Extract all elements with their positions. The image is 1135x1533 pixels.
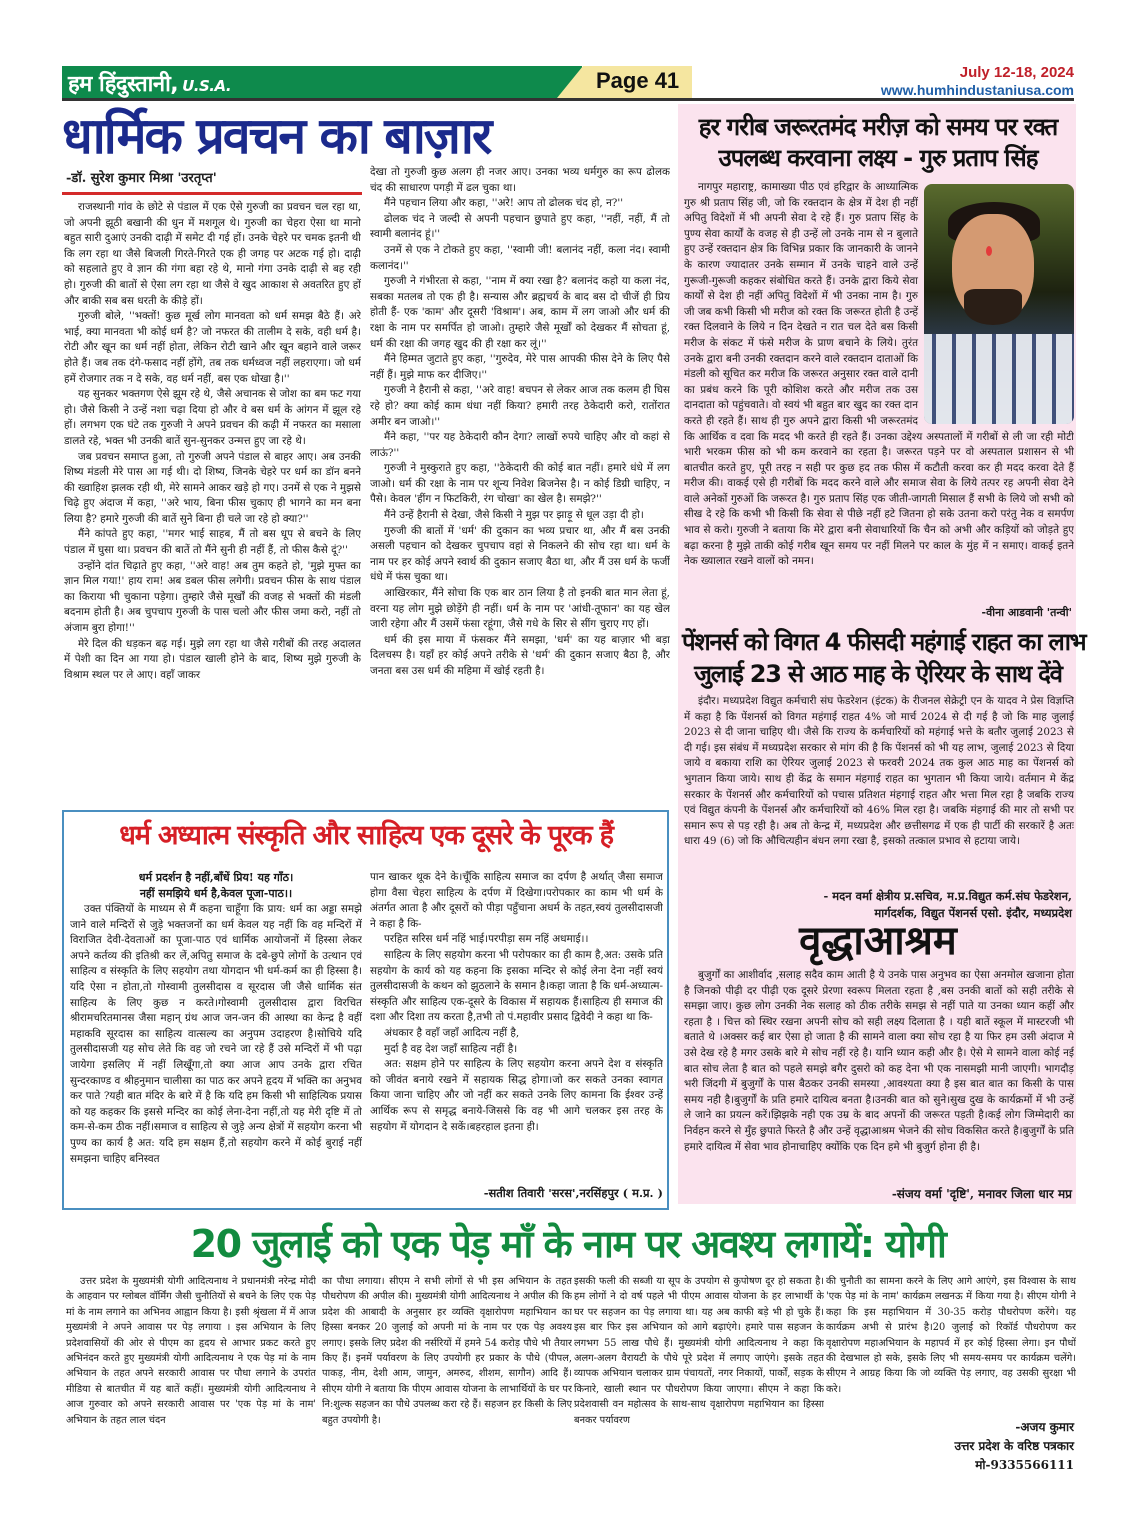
paragraph: धर्म की इस माया में फंसकर मैंने समझा, 'धर्म' का यह बाज़ार भी बड़ा दिलचस्प है। यहाँ हर कोई अपने तरीके से 'धर्म' की दुकान सजाए बैठा है, और जनता बस उस धर्म की महिमा में खोई रहती है। — [370, 633, 670, 677]
article-pension-title — [682, 626, 1086, 690]
website-link[interactable]: www.humhindustaniusa.com — [880, 82, 1074, 98]
article-blood-body — [684, 180, 1074, 585]
article-blood-signature: -वीना आडवानी 'तन्वी' — [981, 606, 1072, 619]
paragraph: मैंने कांपते हुए कहा, ''मगर भाई साहब, मैं तो बस धूप से बचने के लिए पंडाल में घुसा था। प्रवचन की बातें तो मैंने सुनी ही नहीं हैं, तो फीस कैसे दूं?'' — [64, 528, 361, 557]
verse-line: मुर्दा है वह देश जहाँ साहित्य नहीं है। — [384, 1042, 518, 1055]
signature-line-2: मार्गदर्शक, विद्युत पेंशनर्स एसो. इंदौर, मध्यप्रदेश — [874, 906, 1072, 920]
paragraph: उनमें से एक ने टोकते हुए कहा, ''स्वामी जी! बलानंद नहीं, कला नंद। स्वामी कलानंद।'' — [370, 243, 670, 272]
paragraph: गुरुजी ने गंभीरता से कहा, ''नाम में क्या रखा है? बलानंद कहो या कला नंद, सबका मतलब तो एक ही है। सन्यास और ब्रह्मचर्य के बाद बस दो चीजें ही प्रिय होती हैं- एक 'काम' और दूसरी 'विश्राम'। अब, काम में लग जाओ और धर्म की रक्षा के नाम पर समर्पित हो जाओ। तुम्हारे जैसे मूर्खों को देखकर मैं सोचता हूं, धर्म की रक्षा की जगह खुद की ही रक्षा कर लूं।'' — [370, 275, 670, 350]
article-sahitya-title: धर्म अध्यात्म संस्कृति और साहित्य एक दूसरे के पूरक हैं — [119, 820, 613, 851]
verse-line: परहित सरिस धर्म नहिं भाई।परपीड़ा सम नहिं अधमाई।। — [384, 933, 589, 946]
paragraph: साहित्य के लिए सहयोग करना भी परोपकार का ही काम है,अत: उसके प्रति सहयोग के कार्य को यह कहना कि इसका मन्दिर से कोई लेना देना नहीं स्वयं तुलसीदासजी के कथन को झुठलाने के समान है।कहा जाता है कि धर्म-अध्यात्म-संस्कृति और साहित्य एक-दूसरे के विकास में सहायक हैं।साहित्य ही समाज की दशा और दिशा तय करता है,तभी तो पं.महावीर प्रसाद द्विवेदी ने कहा था कि- — [370, 948, 663, 1024]
issue-date: July 12-18, 2024 — [959, 64, 1074, 81]
paragraph: का पौधा लगाया। सीएम ने सभी लोगों से भी इस अभियान के तहत पौधरोपण की अपील की। मुख्यमंत्री योगी आदित्यनाथ ने अपील की कि प्रदेश की आबादी के अनुसार हर व्यक्ति वृक्षारोपण महाभियान का हिस्सा बनकर 20 जुलाई को अपनी मां के नाम पर एक पेड़ अवश्य लगाए। इसके लिए प्रदेश की नर्सरियों में हमने 54 करोड़ पौधे भी तैयार किए हैं। इनमें पर्यावरण के लिए उपयोगी हर प्रकार के पौधे (पीपल, पाकड़, नीम, देशी आम, जामुन, अमरुद, शीशम, सागौन) आदि हैं। सीएम योगी ने बताया कि पीएम आवास योजना के लाभार्थियों के घर पर नि:शुल्क सहजन का पौधे उपलब्ध करा रहे हैं। सहजन हर किसी के लिए बहुत उपयोगी है। — [322, 1276, 572, 1426]
paragraph: यह सुनकर भक्तगण ऐसे झूम रहे थे, जैसे अचानक से जोश का बम फट गया हो। जैसे किसी ने उन्हें नशा चढ़ा दिया हो और वे बस धर्म के आंगन में झूल रहे हों। लगभग एक घंटे तक गुरुजी ने अपने प्रवचन की कढ़ी में नफरत का मसाला डालते रहे, भक्त भी उनकी बातें सुन-सुनकर उन्मत्त हुए जा रहे थे। — [64, 388, 361, 447]
paragraph: गुरुजी की बातों में 'धर्म' की दुकान का भव्य प्रचार था, और मैं बस उनकी असली पहचान को देखकर चुपचाप वहां से निकलने की सोच रहा था। धर्म के नाम पर हर कोई अपने स्वार्थ की दुकान सजाए बैठा था, और मैं उस धर्म के फर्जी धंधे में फंस चुका था। — [370, 524, 670, 584]
article-yogi-column-2 — [322, 1274, 572, 1474]
article-blood-title: हर गरीब जरूरतमंद मरीज़ को समय पर रक्त उपलब्ध करवाना लक्ष्य - गुरु प्रताप सिंह — [698, 113, 1058, 172]
article-vriddhashram-signature: -संजय वर्मा 'दृष्टि', मनावर जिला धार मप्र — [891, 1187, 1072, 1201]
paragraph: अत: सक्षम होने पर साहित्य के लिए सहयोग करना अपने देश व संस्कृति को जीवंत बनाये रखने में सहायक सिद्ध होगा।जो कर सकते उनका स्वागत किया जाना चाहिए और जो नहीं कर सकते उनके लिए कामना कि ईश्वर उन्हें आर्थिक रूप से समृद्ध बनाये-जिससे कि वह भी आगे चलकर इस तरह के सहयोग में योगदान दे सकें।बहरहाल इतना ही। — [370, 1058, 663, 1133]
paragraph: गुरुजी ने मुस्कुराते हुए कहा, ''ठेकेदारी की कोई बात नहीं। हमारे धंधे में लग जाओ। धर्म की रक्षा के नाम पर शून्य निवेश बिजनेस है। न कोई डिग्री चाहिए, न पैसे। केवल 'हींग न फिटकिरी, रंग चोखा' का खेल है। समझे?'' — [370, 462, 670, 506]
verse-line: अंधकार है वहाँ जहाँ आदित्य नहीं है, — [384, 1026, 520, 1039]
article-yogi-title: 20 जुलाई को एक पेड़ माँ के नाम पर अवश्य लगायें: योगी — [190, 1222, 946, 1266]
paragraph: इसकी फली की सब्जी या सूप के उपयोग से कुपोषण दूर हो सकता है। हम लोगों ने दो वर्ष पहले भी पीएम आवास योजना के हर लाभार्थी के घर पर सहजन का पेड़ लगाया था। यह अब काफी बड़े भी हो चुके हैं। इस बार फिर इस अभियान को आगे बढ़ाएंगे। हमारे पास सहजन के लगभग 55 लाख पौधे हैं। मुख्यमंत्री योगी आदित्यनाथ ने कहा कि अलग-अलग वैरायटी के पौधे पूरे प्रदेश में लगाए जाएंगे। इसके तहत व्यापक अभियान चलाकर ग्राम पंचायतों, नगर निकायों, पार्कों, सड़क के किनारे, खाली स्थान पर पौधरोपण किया जाएगा। सीएम ने कहा कि प्रदेशवासी वन महोत्सव के साथ-साथ वृक्षारोपण महाभियान का हिस्सा बनकर पर्यावरण — [574, 1276, 824, 1426]
paragraph: आखिरकार, मैंने सोचा कि एक बार ठान लिया है तो इनकी बात मान लेता हूं, वरना यह लोग मुझे छोड़ेंगे ही नहीं। धर्म के नाम पर 'आंधी-तूफान' का यह खेल जारी रहेगा और मैं उसमें फंसा रहूंगा, जैसे गधे के सिर से सींग चुराए गए हों। — [370, 587, 670, 631]
signature-title: उत्तर प्रदेश के वरिष्ठ पत्रकार — [954, 1439, 1074, 1453]
photo-beard — [964, 289, 1022, 325]
article-yogi-signature — [820, 1418, 1074, 1475]
paragraph: गुरुजी ने हैरानी से कहा, ''अरे वाह! बचपन से लेकर आज तक कलम ही घिस रहे हो? क्या कोई काम धंधा नहीं किया? हमारी तरह ठेकेदारी करो, रातोंरात अमीर बन जाओ।'' — [370, 384, 670, 428]
verse-line: नहीं समझिये धर्म है,केवल पूजा-पाठ।। — [139, 887, 293, 900]
paragraph: ढोलक चंद ने जल्दी से अपनी पहचान छुपाते हुए कहा, ''नहीं, नहीं, मैं तो स्वामी बलानंद हूं।'' — [370, 212, 670, 241]
article-pension-title-line-2: जुलाई 23 से आठ माह के ऐरियर के साथ देंवे — [694, 660, 1062, 688]
article-pension-title-line-1: पेंशनर्स को विगत 4 फीसदी महंगाई राहत का लाभ — [682, 628, 1086, 656]
newspaper-name-usa: U.S.A. — [182, 77, 232, 95]
article-yogi-column-1 — [66, 1274, 316, 1474]
paragraph: उन्होंने दांत चिढ़ाते हुए कहा, ''अरे वाह! अब तुम कहते हो, 'मुझे मुफ्त का ज्ञान मिल गया!' हाय राम! अब डबल फीस लगेगी। प्रवचन फीस के साथ पंडाल का किराया भी चुकाना पड़ेगा। तुम्हारे जैसे मूर्खों की वजह से भक्तों की मंडली बदनाम होती है। अब चुपचाप गुरुजी के पास चलो और फीस जमा करो, नहीं तो अंजाम बुरा होगा!'' — [64, 559, 361, 635]
paragraph: मेरे दिल की धड़कन बढ़ गई। मुझे लग रहा था जैसे गरीबों की तरह अदालत में पेशी का दिन आ गया हो। पंडाल खाली होने के बाद, शिष्य मुझे गुरुजी के विश्राम स्थल पर ले आए। वहाँ जाकर — [64, 637, 361, 681]
paragraph: इंदौर। मध्यप्रदेश विद्युत कर्मचारी संघ फेडरेशन (इंटक) के रीजनल सेक्रेट्री एन के यादव ने प्रेस विज्ञप्ति में कहा है कि पेंशनर्स को विगत महंगाई राहत 4% जो मार्च 2024 से दी गई है जो कि माह जुलाई 2023 से दी जाना चाहिए थी। जैसे कि राज्य के कर्मचारियों को महंगाई भत्ते के बतौर जुलाई 2023 से दी गई। इस संबंध में मध्यप्रदेश सरकार से मांग की है कि पेंशनर्स को भी यह लाभ, जुलाई 2023 से दिया जाये व बकाया राशि का ऐरियर जुलाई 2023 से फरवरी 2024 तक कुल आठ माह का पेंशनर्स को भुगतान किया जाये। साथ ही केंद्र के समान मंहगाई राहत का भुगतान भी किया जाये। वर्तमान मे केंद्र सरकार के पेंशनर्स और कर्मचारियों को पचास प्रतिशत मंहगाई राहत और भत्ता मिल रहा है जबकि राज्य एवं विद्युत कंपनी के पेंशनर्स और कर्मचारियों को 46% मिल रहा है। जबकि मंहगाई की मार तो सभी पर समान रूप से पड़ रही है। अब तो केन्द्र में, मध्यप्रदेश और छत्तीसगढ में एक ही पार्टी की सरकारें है अतः धारा 49 (6) जो कि औचित्यहीन बंधन लगा रखा है, इसको तत्काल प्रभाव से हटाया जाये। — [684, 695, 1074, 848]
paragraph: पान खाकर थूक देने के।चूँकि साहित्य समाज का दर्पण है अर्थात् जैसा समाज होगा वैसा चेहरा साहित्य के दर्पण में दिखेगा।परोपकार का काम भी धर्म के अंतर्गत आता है और दूसरों को पीड़ा पहुँचाना अधर्म के तहत,स्वयं तुलसीदासजी ने कहा है कि- — [370, 871, 663, 930]
article-vriddhashram-body — [684, 968, 1074, 1183]
paragraph: की चुनौती का सामना करने के लिए आगे आएंगे, इस विश्वास के साथ 'एक पेड़ मां के नाम' कार्यक्रम लखनऊ में किया गया है। सीएम योगी ने कहा कि इस महाभियान में 30-35 करोड़ पौधरोपण करेंगे। यह कार्यक्रम अभी से प्रारंभ है।20 जुलाई को रिकॉर्ड पौधरोपण कर वृक्षारोपण महाअभियान के महापर्व में हर कोई हिस्सा लेगा। इन पौधों की देखभाल हो सके, इसके लिए भी समय-समय पर कार्यक्रम चलेंगे। सीएम ने आग्रह किया कि जो व्यक्ति पेड़ लगाए, वह उसकी सुरक्षा भी करे। — [826, 1276, 1076, 1395]
byline-rule — [62, 192, 362, 195]
paragraph: राजस्थानी गांव के छोटे से पंडाल में एक ऐसे गुरुजी का प्रवचन चल रहा था, जो अपनी झूठी बखानी की धुन में मशगूल थे। गुरुजी का चेहरा ऐसा था मानो बहुत सारी दुआएं उनकी दाढ़ी में समेट दी गई हों। उनके चेहरे पर चमक इतनी थी कि लग रहा था जैसे बिजली गिरते-गिरते एक ही जगह पर अटक गई हो। दाढ़ी को सहलाते हुए वे ज्ञान की गंगा बहा रहे थे, मानो गंगा उनके दाढ़ी से बह रही हो। गुरुजी की बातों से ऐसा लग रहा था जैसे वे खुद आकाश से अवतरित हुए हों और बाकी सब बस धरती के कीड़े हों। — [64, 201, 361, 307]
article-sahitya-column-2 — [370, 870, 663, 1180]
article-dharmik-column-1 — [64, 200, 361, 800]
article-sahitya-signature: -सतीश तिवारी 'सरस',नरसिंहपुर ( म.प्र. ) — [483, 1186, 663, 1200]
newspaper-name-hindi: हम हिंदुस्तानी, — [68, 72, 179, 97]
article-yogi-column-3 — [574, 1274, 824, 1474]
article-pension-body — [684, 694, 1074, 886]
paragraph: मैंने कहा, ''पर यह ठेकेदारी कौन देगा? लाखों रुपये चाहिए और वो कहां से लाऊं?'' — [370, 431, 670, 459]
paragraph: जब प्रवचन समाप्त हुआ, तो गुरुजी अपने पंडाल से बाहर आए। अब उनकी शिष्य मंडली मेरे पास आ गई थी। दो शिष्य, जिनके चेहरे पर धर्म का डॉन बनने की ख्वाहिश झलक रही थी, मेरे सामने आकर खड़े हो गए। उनमें से एक ने मुझसे चिढ़े हुए अंदाज में कहा, ''अरे भाय, बिना फीस चुकाए ही भागने का मन बना लिया है? हमारे गुरुजी की बातें सुने बिना ही चले जा रहे हो क्या?'' — [64, 450, 361, 525]
article-dharmik-title: धार्मिक प्रवचन का बाज़ार — [62, 107, 491, 165]
masthead — [62, 64, 1074, 100]
verse-line: धर्म प्रदर्शन है नहीं,बाँधें प्रिय! यह गाँठ। — [138, 871, 294, 884]
signature-line-1: - मदन वर्मा क्षेत्रीय प्र.सचिव, म.प्र.विद्युत कर्म.संघ फेडरेशन, — [823, 889, 1072, 903]
article-sahitya-column-1 — [70, 870, 362, 1206]
newspaper-name — [68, 68, 231, 98]
masthead-rule — [62, 98, 1074, 101]
paragraph: उत्तर प्रदेश के मुख्यमंत्री योगी आदित्यनाथ ने प्रधानमंत्री नरेन्द्र मोदी के आहवान पर ग्लोबल वॉर्मिंग जैसी चुनौतियों से बचने के लिए एक पेड़ मां के नाम लगाने का अभिनव आह्वान किया है। इसी श्रृंखला में में आज मुख्यमंत्री ने अपने आवास पर पेड़ लगाया । इस अभियान के लिए प्रदेशवासियों की ओर से पीएम का हृदय से आभार प्रकट करते हुए अभिनंदन करते हुए मुख्यमंत्री योगी आदित्यनाथ ने एक पेड़ मां के नाम अभियान के तहत अपने सरकारी आवास पर पौधा लगाने के उपरांत मीडिया से बातचीत में यह बातें कहीं। मुख्यमंत्री योगी आदित्यनाथ ने आज गुरुवार को अपने सरकारी आवास पर 'एक पेड़ मां के नाम' अभियान के तहत लाल चंदन — [66, 1276, 316, 1426]
paragraph: बुजुर्गों का आशीर्वाद ,सलाह सदैव काम आती है ये उनके पास अनुभव का ऐसा अनमोल खजाना होता है जिनको पीढ़ी दर पीढ़ी एक दूसरे प्रेरणा स्वरूप मिलता रहता है ,बस उनकी बातों को सही तरीके से समझा जाए। कुछ लोग उनकी नेक सलाह को ठीक तरीके समझ से नहीं पाते या उनका ध्यान कहीं और रहता है । चित्त को स्थिर रखना अपनी सोच को सही लक्ष्य दिलाता है । यही बातें स्कूल में मास्टरजी भी बताते थे ।अक्सर कई बार ऐसा हो जाता है की सामने वाला क्या सोच रहा है या फिर हम उसी अंदाज मे उसे देख रहे है मगर उसके बारे मे सोच नहीं रहे है। यानि ध्यान कही और है। ऐसे मे सामने वाला कोई नई बात सोच लेता है बात को पहले समझे बगैर दुसरो को कह देना भी एक नासमझी मानी जाएगी। भागदौड़ भरी जिंदगी में बुजुर्गों के पास बैठकर उनकी समस्या ,आवश्यता क्या है इस बात बात का किसी के पास समय नही है।बुजुर्गों के प्रति हमारे दायित्व बनता है।उनकी बात को सुने।सुख दुख के कार्यक्रमों में भी उन्हें ले जाने का प्रयत्न करें।झिझके नही एक उम्र के बाद अपनों की जरूरत पड़ती है।कई लोग जिम्मेदारी का निर्वहन करने से मुँह छुपाते फिरते है और उन्हें वृद्धाआश्रम भेजने की सोच विकसित करते है।बुजुर्गों के प्रति हमारे दायित्व में सेवा भाव होनाचाहिए क्योंकि एक दिन हमे भी बुजुर्ग होना ही है। — [684, 969, 1074, 1153]
paragraph: मैंने पहचान लिया और कहा, ''अरे! आप तो ढोलक चंद हो, न?'' — [384, 197, 624, 210]
paragraph: मैंने उन्हें हैरानी से देखा, जैसे किसी ने मुझ पर झाड़ू से धूल उड़ा दी हो। — [384, 509, 644, 522]
page-number: Page 41 — [596, 68, 680, 93]
paragraph: नागपुर महाराष्ट्र, कामाख्या पीठ एवं हरिद्वार के आध्यात्मिक गुरु श्री प्रताप सिंह जी, जो कि रक्तदान के क्षेत्र में देश ही नहीं अपितु विदेशों में भी अपनी सेवा दे रहे हैं। गुरु प्रताप सिंह के पुण्य सेवा कार्यों के वजह से ही उन्हें लो उनके नाम से न बुलाते हुए उन्हें रक्तदान क्षेत्र कि विभिन्न प्रकार कि जानकारी के जानने के कारण ज्यादातर उनके सम्मान में उनके चाहने वाले उन्हें गुरूजी-गुरूजी कहकर संबोधित करते हैं। उनके द्वारा किये सेवा कार्यों से देश ही नहीं अपितु विदेशों में भी उनका नाम है। गुरु जी जब कभी किसी भी मरीज को रक्त कि जरूरत होती है उन्हें रक्त दिलवाने के लिये न दिन देखते न रात चल देते बस किसी मरीज के संकट में फंसे मरीज के प्राण बचाने के लिये। तुरंत उनके द्वारा बनी उनकी रक्तदान करने वाले रक्तदान दाताओं कि मंडली को सूचित कर मरीज कि जरूरत अनुसार रक्त वाले दानी का प्रबंध करने कि पूरी कोशिश करते और मरीज तक उस दानदाता को पहुंचवाते। वो स्वयं भी बहुत बार खुद का रक्त दान करते ही रहते हैं। साथ ही गुरु अपने द्वारा किसी भी जरूरतमंद कि आर्थिक व दवा कि मदद भी करते ही रहते हैं। उनका उद्देश्य अस्पतालों में गरीबों से ली जा रही मोटी भारी भरकम फीस को भी कम करवाने का रहता है। जरूरत पड़ने पर वो अस्पताल प्रशासन से भी बातचीत करते हुए, पूरी तरह न सही पर कुछ हद तक फीस में कटौती करवा कर ही मदद करवा देते हैं मरीज की। वाकई एसे ही गरीबों कि मदद करने वाले और समाज सेवा के लिये तत्पर रह अपनी सेवा देने वाले अनेकों गुरुओं कि जरूरत है। गुरु प्रताप सिंह एक जीती-जागती मिसाल हैं सभी के लिये जो सभी को सीख दे रहे कि कभी भी किसी कि सेवा से पीछे नहीं हटे जितना हो सके उतना करो परंतु नेक व समर्पण भाव से करो। गुरुजी ने बताया कि मेरे द्वारा बनी सेवाधारियों कि चैन को अभी और कड़ियों को जोड़ते हुए बढ़ा करना है मुझे ताकी कोई गरीब खून समय पर नहीं मिलने पर काल के मुंह में न समाए। वाकई इतने नेक ख्यालात रखने वालों को नमन। — [684, 181, 1074, 568]
article-vriddhashram-title: वृद्धाआश्रम — [799, 917, 957, 964]
photo-tilak — [986, 246, 992, 256]
article-dharmik-column-2 — [370, 165, 670, 800]
guru-photo — [924, 184, 1074, 424]
signature-name: -अजय कुमार — [1015, 1420, 1074, 1434]
paragraph: उक्त पंक्तियों के माध्यम से मैं कहना चाहूँगा कि प्राय: धर्म का अड्डा समझे जाने वाले मन्दिरों से जुड़े भक्तजनों का धर्म केवल यह नहीं कि वह मन्दिरों में विराजित देवी-देवताओं का पूजा-पाठ एवं धार्मिक आयोजनों में हिस्सा लेकर अपने कर्तव्य की इतिश्री कर लें,अपितु समाज के दबे-छुपे लोगों के उत्थान एवं साहित्य व संस्कृति के लिए सहयोग तथा योगदान भी धर्म-कर्म का ही हिस्सा है।यदि ऐसा न होता,तो गोस्वामी तुलसीदास व सूरदास जी जैसे धार्मिक संत साहित्य के लिए कुछ न करते।गोस्वामी तुलसीदास द्वारा विरचित श्रीरामचरितमानस जैसा महान् ग्रंथ आज जन-जन की आस्था का केन्द्र है वहीं महाकवि सूरदास का साहित्य वात्सल्य का अनुपम उदाहरण है।सोचिये यदि तुलसीदासजी यह सोच लेते कि वह जो रचने जा रहे हैं उसे मन्दिरों में भी पढ़ा जायेगा इसलिए में नहीं लिखूँगा,तो क्या आज आप उनके द्वारा रचित सुन्दरकाण्ड व श्रीहनुमान चालीसा का पाठ कर अपने हृदय में भक्ति का अनुभव कर पाते ?यही बात मंदिर के बारे में है कि यदि हम किसी भी साहित्यिक प्रयास को यह कहकर कि इससे मन्दिर का कोई लेना-देना नहीं,तो यह मेरी दृष्टि में तो कम-से-कम ठीक नहीं।समाज व साहित्य से जुड़े अन्य क्षेत्रों में सहयोग करना भी पुण्य का कार्य है अत: यदि हम सक्षम हैं,तो सहयोग करने में कोई बुराई नहीं समझना चाहिए बनिस्वत — [70, 903, 362, 1165]
paragraph: मैंने हिम्मत जुटाते हुए कहा, ''गुरुदेव, मेरे पास आपकी फीस देने के लिए पैसे नहीं हैं। मुझे माफ कर दीजिए।'' — [370, 353, 670, 381]
paragraph: देखा तो गुरुजी कुछ अलग ही नजर आए। उनका भव्य धर्मगुरु का रूप ढोलक चंद की साधारण पगड़ी में ढल चुका था। — [370, 166, 670, 194]
article-yogi-column-4 — [826, 1274, 1076, 1414]
signature-phone: मो-9335566111 — [975, 1458, 1074, 1472]
photo-shirt — [924, 334, 1074, 424]
article-dharmik-byline: -डॉ. सुरेश कुमार मिश्रा 'उरतृप्त' — [66, 171, 217, 186]
paragraph: गुरुजी बोले, ''भक्तों! कुछ मूर्ख लोग मानवता को धर्म समझ बैठे हैं। अरे भाई, क्या मानवता भी कोई धर्म है? जो नफरत की तालीम दे सके, वही धर्म है। रोटी और खून का धर्म नहीं होता, लेकिन रोटी खाने और खून बहाने वाले जरूर होते हैं। जब तक दंगे-फसाद नहीं होंगे, तब तक धर्मध्वज नहीं लहराएगा। जो धर्म हमें रोजगार तक न दे सके, वह धर्म नहीं, बस एक धोखा है।'' — [64, 310, 361, 385]
